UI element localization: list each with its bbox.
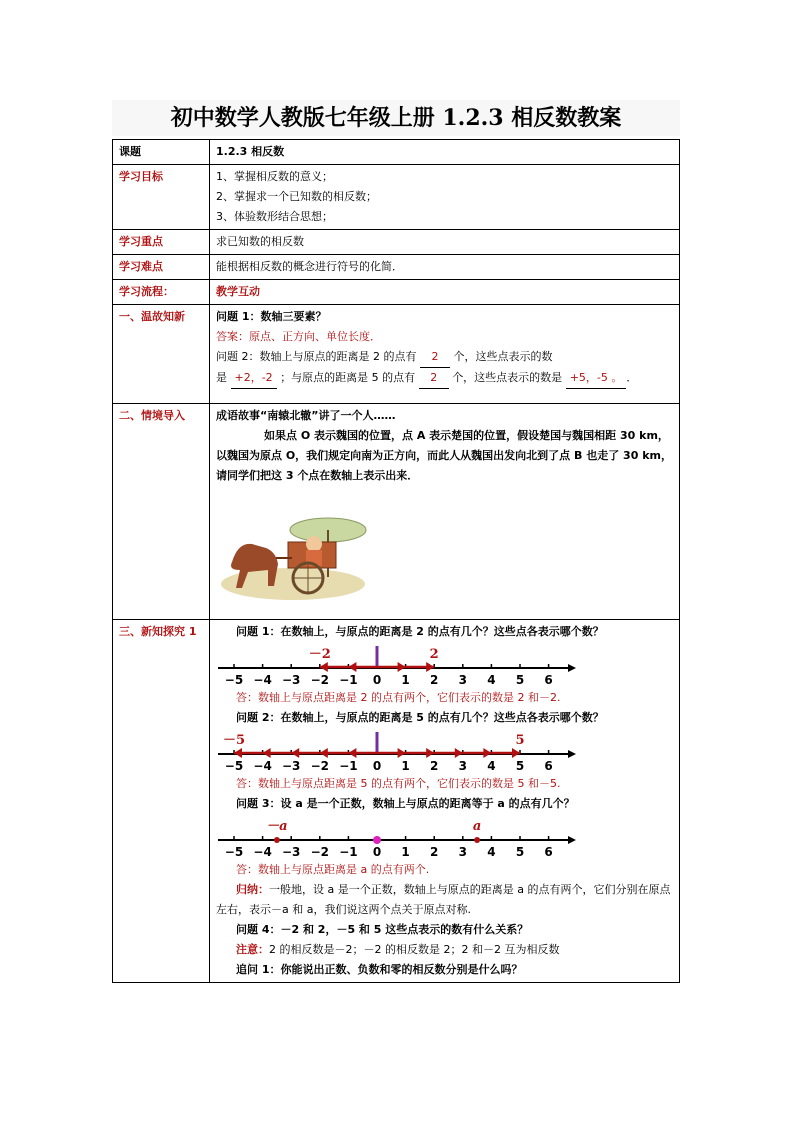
right-point-label: 2 <box>429 647 439 662</box>
right-point-label: 5 <box>515 733 525 748</box>
label-topic: 课题 <box>113 140 210 165</box>
label-review: 一、温故知新 <box>113 305 210 404</box>
explore-answer-2: 答：数轴上与原点距离是 5 的点有两个，它们表示的数是 5 和－5. <box>236 777 561 790</box>
tick-label: −5 <box>224 759 244 773</box>
q2-text-c: 是 <box>216 371 227 384</box>
value-flow: 教学互动 <box>210 280 680 305</box>
q2-text-f: ． <box>626 371 638 384</box>
value-review <box>210 305 680 404</box>
explore-followup-1: 追问 1：你能说出正数、负数和零的相反数分别是什么吗？ <box>236 963 523 976</box>
explore-answer-1: 答：数轴上与原点距离是 2 的点有两个，它们表示的数是 2 和－2. <box>236 691 561 704</box>
review-question-2-cont <box>216 368 673 389</box>
q2-text-b: 个，这些点表示的数 <box>453 350 553 363</box>
tick-label: 5 <box>515 673 525 687</box>
tick-label: 1 <box>401 845 410 859</box>
q2-text-e: 个，这些点表示的数是 <box>452 371 563 384</box>
explore-summary <box>216 880 673 920</box>
tick-label: 3 <box>458 673 467 687</box>
explore-question-4: 问题 4：－2 和 2，－5 和 5 这些点表示的数有什么关系？ <box>236 923 529 936</box>
review-question-1: 问题 1：数轴三要素？ <box>216 310 327 323</box>
tick-label: 3 <box>458 759 467 773</box>
distance-arrow-icon <box>455 748 463 758</box>
row-review <box>113 305 680 404</box>
distance-arrow-icon <box>263 748 271 758</box>
distance-arrow-icon <box>398 662 406 672</box>
q2-text-d: ；与原点的距离是 5 的点有 <box>280 371 416 384</box>
intro-story: 成语故事“南辕北辙”讲了一个人…… <box>216 409 396 422</box>
explore-note <box>216 940 673 960</box>
tick-label: 5 <box>515 759 525 773</box>
distance-arrow-icon <box>320 662 328 672</box>
label-goals: 学习目标 <box>113 165 210 230</box>
tick-label: −4 <box>253 759 272 773</box>
lesson-plan-table <box>112 139 680 983</box>
goal-item: 2、掌握求一个已知数的相反数； <box>216 190 377 203</box>
left-point-label: －a <box>266 819 288 834</box>
tick-label: 2 <box>430 759 439 773</box>
distance-arrow-icon <box>291 748 299 758</box>
goal-item: 1、掌握相反数的意义； <box>216 170 333 183</box>
explore-question-1: 问题 1：在数轴上，与原点的距离是 2 的点有几个？这些点各表示哪个数？ <box>236 625 604 638</box>
right-point-label: a <box>472 819 482 834</box>
value-intro <box>210 404 680 620</box>
tick-label: −1 <box>339 673 358 687</box>
row-explore <box>113 620 680 983</box>
left-point-label: －5 <box>222 733 246 748</box>
label-key: 学习重点 <box>113 230 210 255</box>
tick-label: 3 <box>458 845 467 859</box>
explore-answer-3: 答：数轴上与原点距离是 a 的点有两个. <box>236 863 430 876</box>
tick-label: 5 <box>515 845 525 859</box>
number-line-2 <box>216 728 673 774</box>
row-key <box>113 230 680 255</box>
distance-arrow-icon <box>320 748 328 758</box>
tick-label: −5 <box>224 845 244 859</box>
tick-label: 0 <box>372 845 382 859</box>
tick-label: −5 <box>224 673 244 687</box>
point-a <box>474 837 480 843</box>
chariot-illustration <box>218 492 673 611</box>
tick-label: −2 <box>310 845 330 859</box>
goal-item: 3、体验数形结合思想； <box>216 210 333 223</box>
point-neg-a <box>274 837 280 843</box>
label-difficulty: 学习难点 <box>113 255 210 280</box>
tick-label: 1 <box>401 759 410 773</box>
tick-label: −4 <box>253 673 272 687</box>
blank-count-5: 2 <box>419 368 449 389</box>
tick-label: −2 <box>310 673 330 687</box>
tick-label: 0 <box>372 673 382 687</box>
tick-label: −3 <box>281 759 301 773</box>
value-difficulty: 能根据相反数的概念进行符号的化简． <box>210 255 680 280</box>
left-point-label: －2 <box>308 647 331 662</box>
tick-label: 4 <box>487 759 496 773</box>
review-answer-1: 答案：原点、正方向、单位长度． <box>216 330 381 343</box>
tick-label: 2 <box>430 673 439 687</box>
tick-label: 4 <box>487 845 496 859</box>
tick-label: −4 <box>253 845 272 859</box>
note-text: 2 的相反数是－2；－2 的相反数是 2；2 和－2 互为相反数 <box>269 943 560 956</box>
distance-arrow-icon <box>348 662 356 672</box>
page-title: 初中数学人教版七年级上册 1.2.3 相反数教案 <box>112 100 680 136</box>
explore-question-2: 问题 2：在数轴上，与原点的距离是 5 的点有几个？这些点各表示哪个数？ <box>236 711 604 724</box>
axis-arrow-icon <box>568 836 576 844</box>
distance-arrow-icon <box>512 748 520 758</box>
intro-problem: 如果点 O 表示魏国的位置，点 A 表示楚国的位置，假设楚国与魏国相距 30 km，以魏国为原点 O，我们规定向南为正方向，而此人从魏国出发向北到了点 B 也走了 30 km，请同学们把这 3 个点在数轴上表示出来． <box>216 429 672 482</box>
review-question-2 <box>216 347 673 368</box>
distance-arrow-icon <box>398 748 406 758</box>
label-explore: 三、新知探究 1 <box>113 620 210 983</box>
tick-label: −3 <box>281 673 301 687</box>
value-goals <box>210 165 680 230</box>
label-flow: 学习流程： <box>113 280 210 305</box>
tick-label: −3 <box>281 845 301 859</box>
tick-label: −2 <box>310 759 330 773</box>
distance-arrow-icon <box>234 748 242 758</box>
row-topic <box>113 140 680 165</box>
distance-arrow-icon <box>426 748 434 758</box>
explore-question-3: 问题 3：设 a 是一个正数，数轴上与原点的距离等于 a 的点有几个？ <box>236 797 575 810</box>
number-line-1 <box>216 642 673 688</box>
summary-label: 归纳： <box>236 883 269 896</box>
blank-count-2: 2 <box>420 347 450 368</box>
q2-text-a: 问题 2：数轴上与原点的距离是 2 的点有 <box>216 350 417 363</box>
distance-arrow-icon <box>483 748 491 758</box>
label-intro: 二、情境导入 <box>113 404 210 620</box>
blank-values-5: +5，-5 。 <box>566 368 627 389</box>
tick-label: 0 <box>372 759 382 773</box>
row-intro <box>113 404 680 620</box>
tick-label: −1 <box>339 845 358 859</box>
distance-arrow-icon <box>426 662 434 672</box>
row-difficulty <box>113 255 680 280</box>
row-goals <box>113 165 680 230</box>
number-line-3 <box>216 814 673 860</box>
value-explore <box>210 620 680 983</box>
axis-arrow-icon <box>568 664 576 672</box>
tick-label: 6 <box>544 673 553 687</box>
tick-label: 1 <box>401 673 410 687</box>
summary-text: 一般地，设 a 是一个正数，数轴上与原点的距离是 a 的点有两个，它们分别在原点左右，表示－a 和 a，我们说这两个点关于原点对称. <box>216 883 671 916</box>
tick-label: 4 <box>487 673 496 687</box>
tick-label: −1 <box>339 759 358 773</box>
note-label: 注意： <box>236 943 269 956</box>
tick-label: 6 <box>544 845 553 859</box>
distance-arrow-icon <box>348 748 356 758</box>
tick-label: 6 <box>544 759 553 773</box>
axis-arrow-icon <box>568 750 576 758</box>
blank-values-2: +2，-2 <box>231 368 277 389</box>
tick-label: 2 <box>430 845 439 859</box>
origin-dot <box>373 836 381 844</box>
value-key: 求已知数的相反数 <box>210 230 680 255</box>
value-topic: 1.2.3 相反数 <box>210 140 680 165</box>
row-flow <box>113 280 680 305</box>
